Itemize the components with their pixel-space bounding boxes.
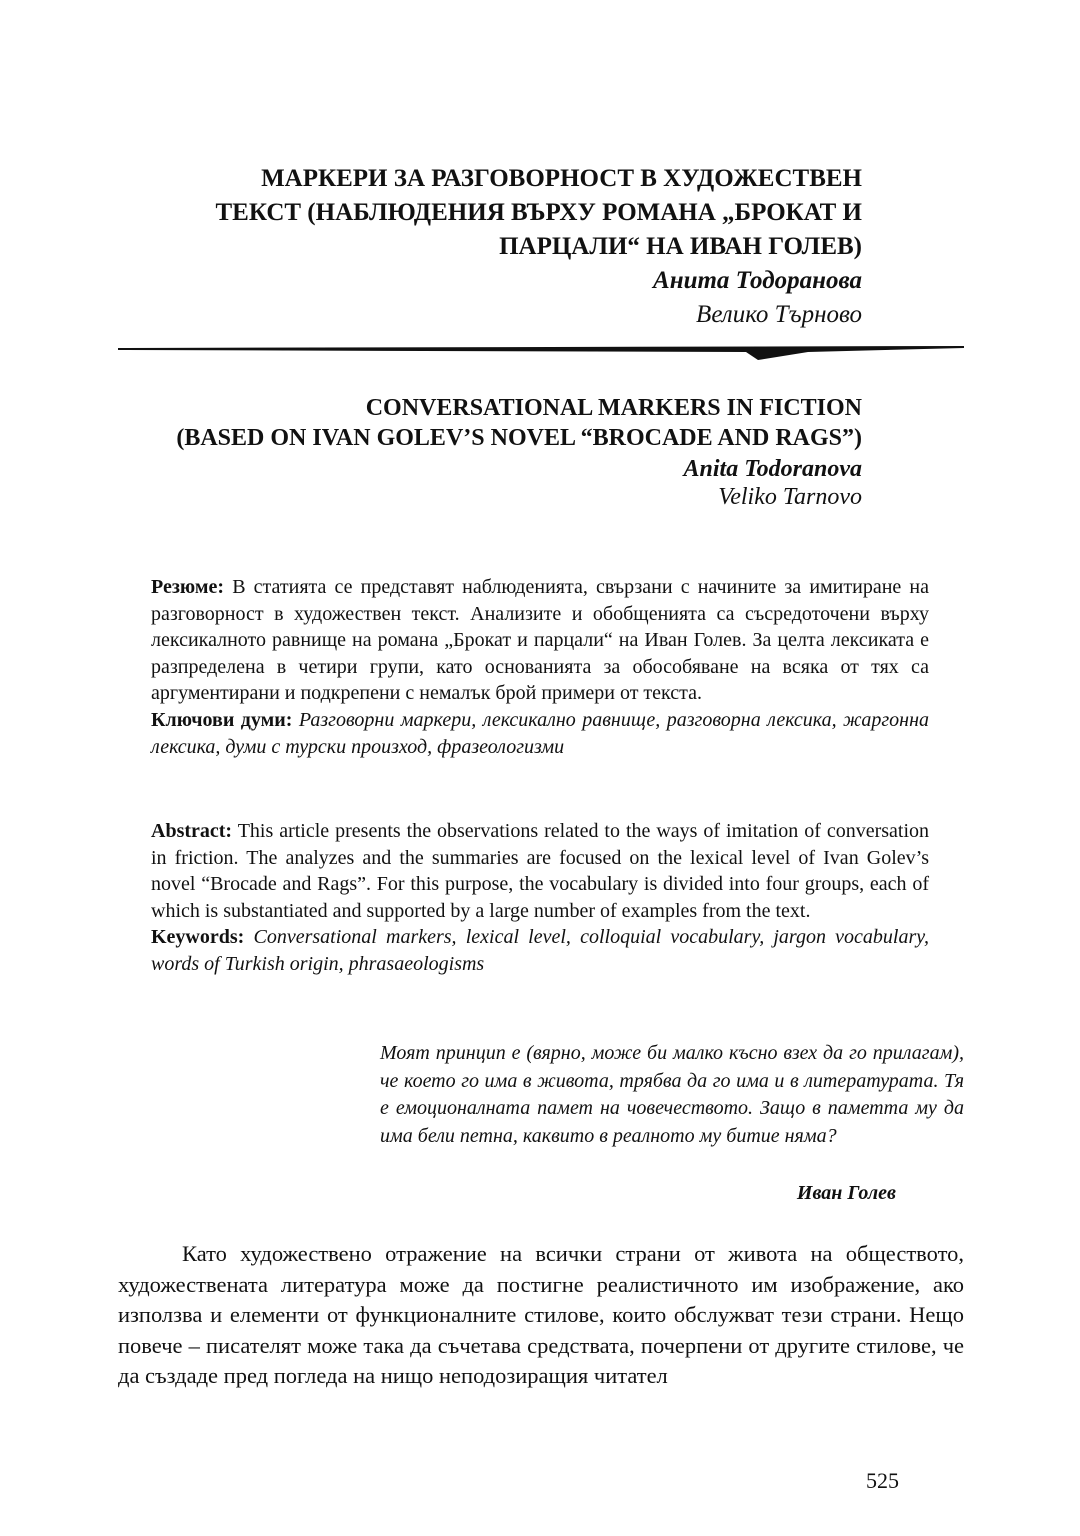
page-number: 525	[866, 1468, 899, 1493]
abstract-english	[151, 818, 929, 978]
article-title-bulgarian	[102, 162, 862, 264]
abstract-label: Abstract:	[151, 820, 233, 842]
author-affiliation-english: Veliko Tarnovo	[718, 484, 862, 510]
abstract-label: Резюме:	[151, 576, 225, 598]
abstract-paragraph	[151, 574, 929, 707]
body-paragraph: Като художествено отражение на всички страни от живота на обществото, художествената литература може да постигне реалистичното им изображение, ако използва и елементи от функционалните стилове, които обслужват тези страни. Нещо повече – писателят може така да съчетава средствата, почерпени от другите стилове, че да създаде пред погледа на нищо неподозиращия читател	[118, 1241, 964, 1388]
keywords-text: Разговорни маркери, лексикално равнище, разговорна лексика, жаргонна лексика, думи с турски произход, фразеологизми	[151, 708, 930, 758]
keywords-paragraph	[151, 924, 929, 977]
title-line: CONVERSATIONAL MARKERS IN FICTION	[365, 395, 862, 421]
title-line: ПАРЦАЛИ“ НА ИВАН ГОЛЕВ)	[499, 233, 862, 260]
title-line: МАРКЕРИ ЗА РАЗГОВОРНОСТ В ХУДОЖЕСТВЕН	[261, 165, 862, 192]
author-name-bulgarian: Анита Тодоранова	[653, 267, 862, 294]
abstract-paragraph	[151, 818, 929, 924]
title-line: ТЕКСТ (НАБЛЮДЕНИЯ ВЪРХУ РОМАНА „БРОКАТ И	[215, 199, 862, 226]
abstract-bulgarian	[151, 574, 929, 760]
keywords-label: Ключови думи:	[151, 708, 293, 731]
epigraph-quote: Моят принцип е (вярно, може би малко късно взех да го прилагам), че което го има в живота, трябва да го има и в литературата. Тя е емоционалната памет на човечеството. Защо в паметта му да има бели петна, каквито в реалното му битие няма?	[380, 1042, 964, 1147]
abstract-text: This article presents the observations related to the ways of imitation of conversation in friction. The analyzes and the summaries are focused on the lexical level of Ivan Golev’s novel “Brocade and Rags”. For this purpose, the vocabulary is divided into four groups, each of which is substantiated and supported by a large number of examples from the text.	[151, 820, 930, 922]
title-line: (BASED ON IVAN GOLEV’S NOVEL “BROCADE AND RAGS”)	[176, 425, 862, 451]
keywords-label: Keywords:	[151, 926, 245, 949]
keywords-paragraph	[151, 707, 929, 760]
article-title-english	[62, 393, 862, 453]
author-name-english: Anita Todoranova	[683, 456, 862, 482]
epigraph-author: Иван Голев	[796, 1182, 896, 1204]
abstract-text: В статията се представят наблюденията, свързани с начините за имитиране на разговорност в художествен текст. Анализите и обобщенията са съсредоточени върху лексикалното равнище на романа „Брокат и парцали“ на Иван Голев. За целта лексиката е разпределена в четири групи, като основанията за обособяване на всяка от тях са аргументирани и подкрепени с немалък брой примери от текста.	[151, 576, 930, 705]
body-text	[118, 1239, 964, 1392]
author-affiliation-bulgarian: Велико Търново	[696, 301, 862, 328]
keywords-text: Conversational markers, lexical level, colloquial vocabulary, jargon vocabulary, words of Turkish origin, phrasaeologisms	[151, 926, 930, 975]
title-divider	[118, 343, 964, 363]
